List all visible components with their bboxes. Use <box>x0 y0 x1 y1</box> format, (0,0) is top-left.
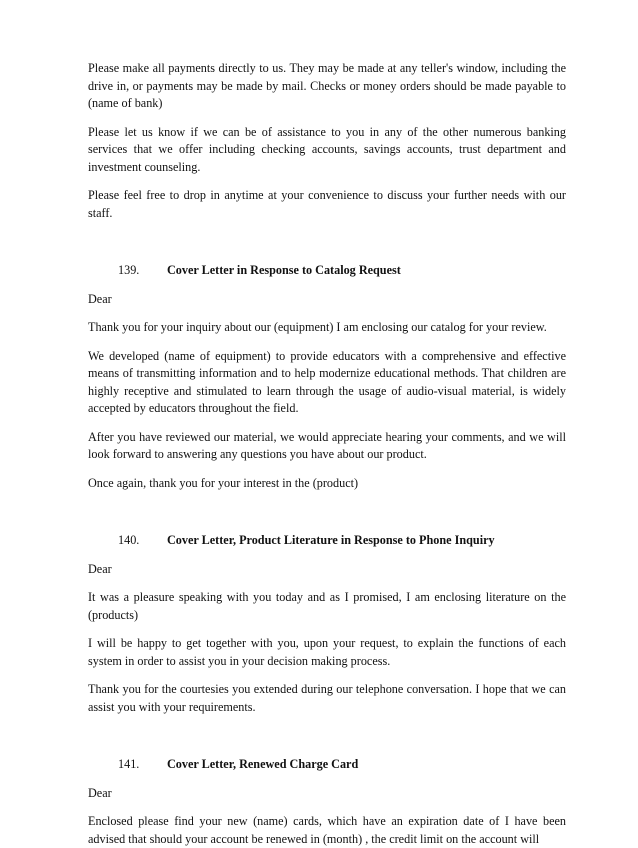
section-heading-140 <box>88 532 566 550</box>
salutation: Dear <box>88 561 112 576</box>
body-paragraph: Thank you for the courtesies you extended during our telephone conversation. I hope that we can assist you with your requirements. <box>88 682 566 714</box>
body-paragraph: It was a pleasure speaking with you today and as I promised, I am enclosing literature on the (products) <box>88 590 566 622</box>
salutation: Dear <box>88 291 112 306</box>
body-paragraph: I will be happy to get together with you, upon your request, to explain the functions of each system in order to assist you in your decision making process. <box>88 636 566 668</box>
section-heading-139 <box>88 262 566 280</box>
section-heading-141 <box>88 756 566 774</box>
body-paragraph: After you have reviewed our material, we would appreciate hearing your comments, and we will look forward to answering any questions you have about our product. <box>88 429 566 461</box>
document-page <box>88 60 566 848</box>
section-title: Cover Letter, Product Literature in Response to Phone Inquiry <box>167 533 495 547</box>
body-paragraph: Thank you for your inquiry about our (equipment) I am enclosing our catalog for your review. <box>88 320 547 334</box>
salutation: Dear <box>88 785 112 800</box>
section-title: Cover Letter, Renewed Charge Card <box>167 757 359 771</box>
intro-paragraph-3: Please feel free to drop in anytime at your convenience to discuss your further needs with our staff. <box>88 188 566 220</box>
intro-paragraph-2: Please let us know if we can be of assistance to you in any of the other numerous banking services that we offer including checking accounts, savings accounts, trust department and investment counseling. <box>88 124 566 174</box>
section-number: 139. <box>118 263 140 277</box>
section-number: 140. <box>118 533 140 547</box>
intro-paragraph-1: Please make all payments directly to us. They may be made at any teller's window, including the drive in, or payments may be made by mail. Checks or money orders should be made payable to (name of bank) <box>88 61 566 110</box>
body-paragraph: We developed (name of equipment) to provide educators with a comprehensive and effective means of transmitting information and to help modernize educational methods. That children are highly receptive and stimulated to learn through the usage of audio-visual material, is widely accepted by educators throughout the field. <box>88 348 566 415</box>
body-paragraph: Once again, thank you for your interest in the (product) <box>88 475 359 490</box>
section-title: Cover Letter in Response to Catalog Request <box>167 263 401 277</box>
section-number: 141. <box>118 757 140 771</box>
body-paragraph: Enclosed please find your new (name) cards, which have an expiration date of I have been advised that should your account be renewed in (month) , the credit limit on the account will <box>88 814 566 846</box>
